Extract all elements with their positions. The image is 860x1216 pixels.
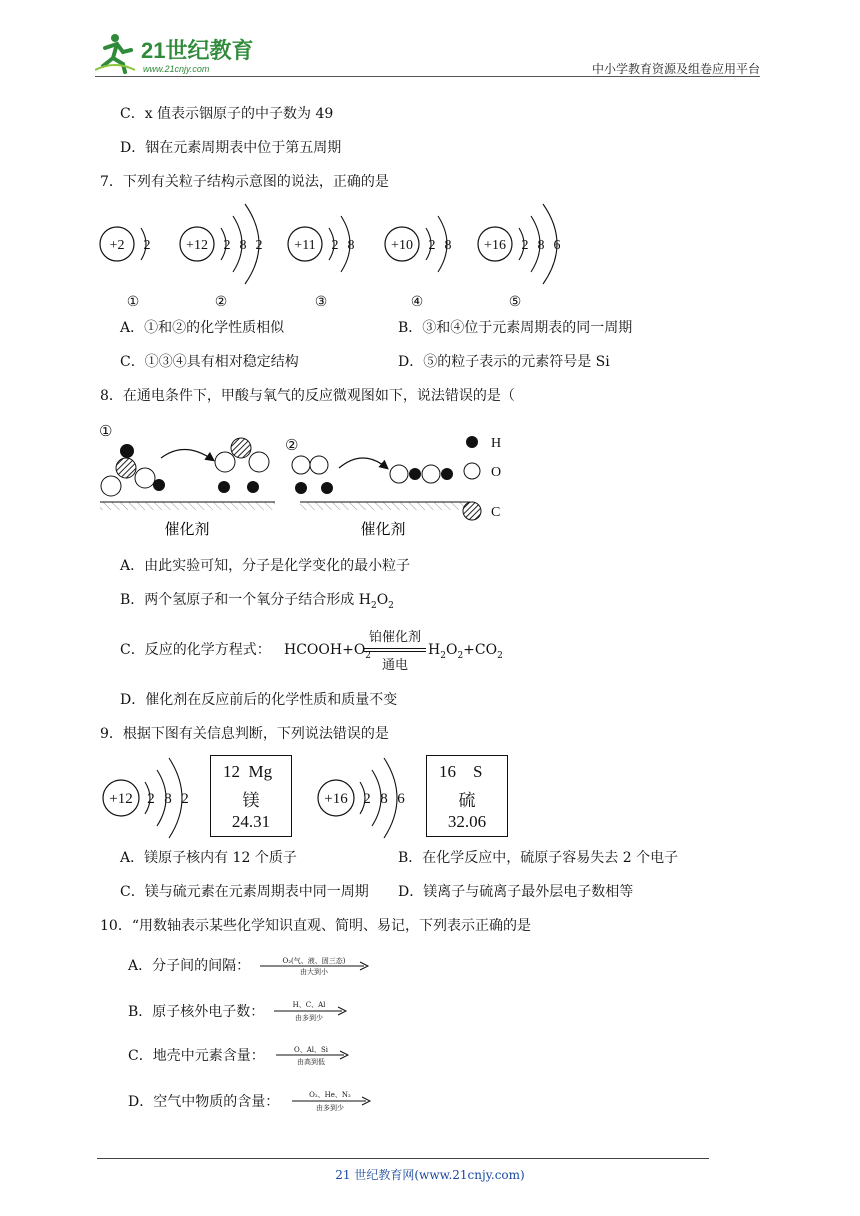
diagram-5 bbox=[478, 204, 561, 310]
header-right-text: 中小学教育资源及组卷应用平台 bbox=[591, 62, 760, 76]
q10-a-axis-top: O₂(气、液、固三态) bbox=[282, 957, 346, 965]
svg-text:④: ④ bbox=[410, 295, 424, 310]
q10-option-b-label: B．原子核外电子数： bbox=[128, 1004, 265, 1020]
q6-option-c: C．x 值表示铟原子的中子数为 49 bbox=[120, 106, 334, 122]
s-number-symbol: 16 S bbox=[439, 762, 483, 781]
svg-text:2: 2 bbox=[223, 238, 231, 253]
diagram-4 bbox=[385, 216, 452, 310]
q7-option-a: A．①和②的化学性质相似 bbox=[120, 320, 285, 336]
q9-option-a: A．镁原子核内有 12 个质子 bbox=[120, 850, 297, 866]
q9-option-d: D．镁离子与硫离子最外层电子数相等 bbox=[398, 884, 634, 900]
q7-option-b: B．③和④位于元素周期表的同一周期 bbox=[398, 320, 633, 336]
q10-option-a-label: A．分子间的间隔： bbox=[128, 958, 251, 974]
svg-text:2: 2 bbox=[255, 238, 263, 253]
diagram-1 bbox=[100, 227, 151, 310]
svg-text:+10: +10 bbox=[391, 238, 413, 253]
q8-reaction-diagram bbox=[95, 418, 515, 543]
logo-text: 21世纪教育 bbox=[141, 38, 254, 63]
s-name: 硫 bbox=[458, 791, 476, 810]
svg-text:2: 2 bbox=[363, 791, 371, 807]
svg-text:8: 8 bbox=[380, 791, 388, 807]
header-divider bbox=[95, 76, 760, 77]
footer-divider bbox=[97, 1158, 709, 1159]
q10-d-axis-top: O₂、He、N₂ bbox=[309, 1091, 351, 1099]
s-mass: 32.06 bbox=[447, 812, 487, 831]
svg-text:2: 2 bbox=[521, 238, 529, 253]
q10-a-axis-bottom: 由大到小 bbox=[300, 968, 328, 976]
svg-text:+2: +2 bbox=[109, 238, 125, 253]
svg-text:2: 2 bbox=[147, 791, 155, 807]
svg-text:⑤: ⑤ bbox=[508, 295, 522, 310]
q10-c-axis-bottom: 由高到低 bbox=[297, 1058, 325, 1066]
svg-text:+12: +12 bbox=[186, 238, 208, 253]
q10-stem: 10．“用数轴表示某些化学知识直观、简明、易记，下列表示正确的是 bbox=[100, 918, 531, 934]
q9-option-b: B．在化学反应中，硫原子容易失去 2 个电子 bbox=[398, 850, 679, 866]
svg-text:①: ① bbox=[126, 295, 140, 310]
q8-equation: $HCOOH+O_2$ bbox=[284, 642, 372, 661]
q10-option-c-label: C．地壳中元素含量： bbox=[128, 1048, 265, 1064]
svg-text:+16: +16 bbox=[324, 791, 348, 807]
equation-condition-bottom: 通电 bbox=[381, 658, 408, 673]
q8-option-d: D．催化剂在反应前后的化学性质和质量不变 bbox=[120, 692, 398, 708]
q8-option-c: C．反应的化学方程式： bbox=[120, 642, 271, 658]
catalyst-surface-2 bbox=[300, 502, 470, 510]
q8-option-a: A．由此实验可知，分子是化学变化的最小粒子 bbox=[120, 558, 411, 574]
svg-text:②: ② bbox=[214, 295, 228, 310]
panel-2-number: ② bbox=[285, 438, 299, 454]
logo bbox=[95, 30, 255, 76]
svg-text:2: 2 bbox=[181, 791, 189, 807]
mg-element-card bbox=[210, 755, 292, 837]
panel-2-molecules bbox=[292, 456, 453, 494]
svg-text:+16: +16 bbox=[484, 238, 506, 253]
q7-option-c: C．①③④具有相对稳定结构 bbox=[120, 354, 299, 370]
q6-option-d: D．铟在元素周期表中位于第五周期 bbox=[120, 140, 342, 156]
q7-stem: 7．下列有关粒子结构示意图的说法，正确的是 bbox=[100, 174, 389, 190]
svg-text:+11: +11 bbox=[294, 238, 316, 253]
mg-name: 镁 bbox=[242, 791, 260, 810]
svg-text:H: H bbox=[491, 436, 502, 451]
svg-text:O: O bbox=[491, 465, 502, 480]
s-atom-diagram bbox=[312, 752, 432, 844]
equation-rhs: $H_2O_2+CO_2$ bbox=[428, 642, 503, 661]
logo-url: www.21cnjy.com bbox=[143, 64, 210, 74]
q9-option-c: C．镁与硫元素在元素周期表中同一周期 bbox=[120, 884, 369, 900]
svg-text:6: 6 bbox=[397, 791, 405, 807]
q7-diagrams bbox=[95, 198, 575, 313]
runner-icon bbox=[95, 34, 135, 72]
panel-1-molecules bbox=[101, 438, 269, 496]
svg-text:C: C bbox=[491, 505, 501, 520]
equation-line-1 bbox=[364, 648, 426, 649]
q8-option-b: B．两个氢原子和一个氧分子结合形成 $H_2O_2$ bbox=[120, 592, 394, 611]
svg-text:2: 2 bbox=[331, 238, 339, 253]
catalyst-label-2: 催化剂 bbox=[360, 520, 406, 538]
q10-c-axis-top: O、Al、Si bbox=[293, 1046, 329, 1054]
equation-condition-top: 铂催化剂 bbox=[368, 630, 421, 645]
svg-text:6: 6 bbox=[553, 238, 561, 253]
svg-text:+12: +12 bbox=[109, 791, 133, 807]
equation-line-2 bbox=[364, 651, 426, 652]
q7-option-d: D．⑤的粒子表示的元素符号是 Si bbox=[398, 354, 610, 370]
footer-text: 21 世纪教育网(www.21cnjy.com) bbox=[335, 1168, 525, 1182]
svg-text:8: 8 bbox=[347, 238, 355, 253]
catalyst-surface-1 bbox=[100, 502, 275, 510]
mg-atom-diagram bbox=[103, 758, 189, 838]
panel-1-number: ① bbox=[99, 424, 113, 440]
legend bbox=[463, 436, 501, 520]
s-element-card bbox=[426, 755, 508, 837]
catalyst-label-1: 催化剂 bbox=[164, 520, 210, 538]
svg-text:2: 2 bbox=[428, 238, 436, 253]
svg-text:8: 8 bbox=[537, 238, 545, 253]
svg-text:8: 8 bbox=[444, 238, 452, 253]
q8-stem: 8．在通电条件下，甲酸与氧气的反应微观图如下，说法错误的是（ bbox=[100, 388, 515, 404]
diagram-3 bbox=[288, 216, 355, 310]
mg-number-symbol: 12 Mg bbox=[223, 762, 273, 781]
q10-b-axis-top: H、C、Al bbox=[292, 1001, 326, 1009]
diagram-2 bbox=[180, 204, 263, 310]
q9-stem: 9．根据下图有关信息判断，下列说法错误的是 bbox=[100, 726, 389, 742]
q10-option-d-label: D．空气中物质的含量： bbox=[128, 1094, 280, 1110]
svg-text:③: ③ bbox=[314, 295, 328, 310]
mg-mass: 24.31 bbox=[231, 812, 271, 831]
q10-d-axis-bottom: 由多到少 bbox=[316, 1104, 344, 1112]
svg-text:2: 2 bbox=[143, 238, 151, 253]
svg-text:8: 8 bbox=[164, 791, 172, 807]
q10-b-axis-bottom: 由多到少 bbox=[295, 1014, 323, 1022]
svg-text:8: 8 bbox=[239, 238, 247, 253]
